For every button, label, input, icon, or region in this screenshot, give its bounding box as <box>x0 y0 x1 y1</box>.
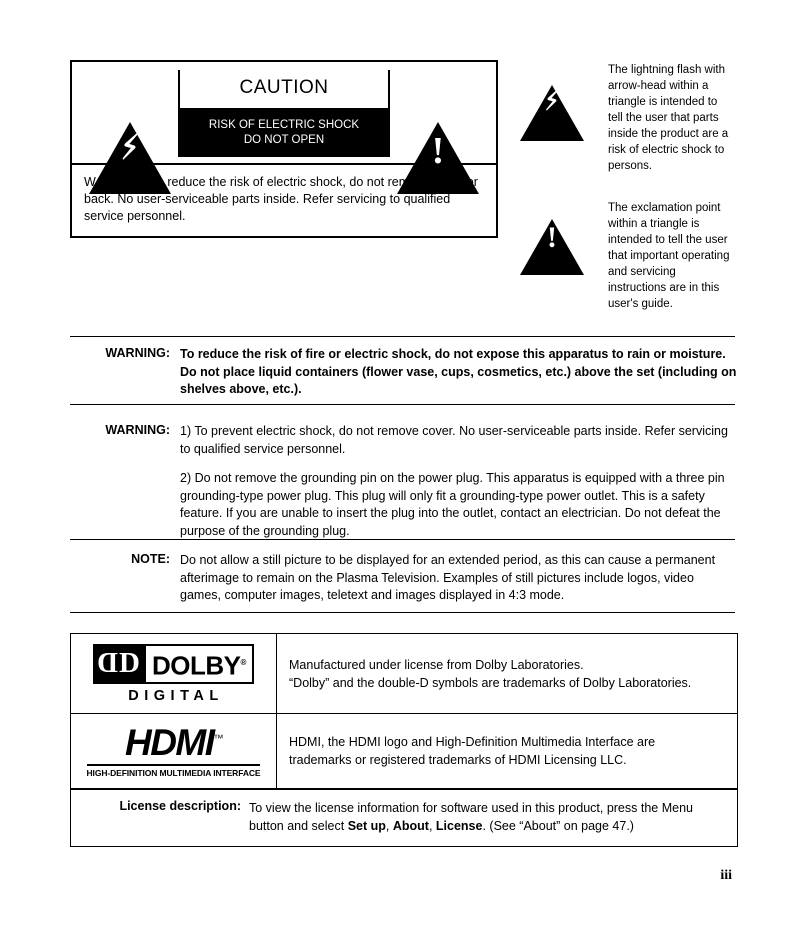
caution-right-icon-cell <box>390 70 486 172</box>
logo-license-table <box>70 633 738 847</box>
hdmi-description-line1: HDMI, the HDMI logo and High-Definition Multimedia Interface are <box>289 734 656 749</box>
exclamation-triangle-icon: ! <box>520 202 584 220</box>
hdmi-description-line2: trademarks or registered trademarks of HDMI Licensing LLC. <box>289 752 627 767</box>
notice-label: WARNING: <box>105 423 170 437</box>
license-menu-setup: Set up <box>347 818 386 833</box>
notice-note-still-picture <box>70 552 738 605</box>
notice-paragraph: To reduce the risk of fire or electric shock, do not expose this apparatus to rain or moisture. Do not place liquid containers (flower vase, cups, cosmetics, etc.) above the set (including on shelves above, etc.). <box>180 347 737 396</box>
license-text-part2: . (See “About” on page 47.) <box>482 818 634 833</box>
dolby-description-line1: Manufactured under license from Dolby Laboratories. <box>289 657 584 672</box>
divider-4 <box>70 612 735 613</box>
hdmi-wordmark-text: HDMI <box>124 722 214 764</box>
license-text-part1: To view the license information for software used in this product, press the Menu button and select <box>249 800 693 833</box>
caution-warning-text: WARNING: To reduce the risk of electric shock, do not remove cover or back. No user-serviceable parts inside. Refer servicing to qualified service personnel. <box>84 175 478 223</box>
trademark-mark: ™ <box>213 733 223 745</box>
notice-body <box>180 423 738 540</box>
hdmi-description-cell <box>277 714 737 788</box>
notice-body <box>180 346 738 399</box>
notice-warning-fire <box>70 346 738 399</box>
side-note-text-exclamation: The exclamation point within a triangle is intended to tell the user that important operating and servicing instructions are in this user's guide. <box>608 202 730 310</box>
dolby-description-cell <box>277 634 737 713</box>
caution-left-icon-cell <box>82 70 178 167</box>
notice-paragraph: 1) To prevent electric shock, do not remove cover. No user-serviceable parts inside. Refer servicing to qualified service personnel. <box>180 424 728 456</box>
lightning-bolt-triangle-icon: ⚡︎ <box>89 105 171 123</box>
caution-subtitle-line1: RISK OF ELECTRIC SHOCK <box>208 119 360 131</box>
notice-paragraph: 2) Do not remove the grounding pin on the power plug. This apparatus is equipped with a three pin grounding-type power plug. This plug will only fit a grounding-type power outlet. This is a safety feature. If you are unable to insert the plug into the outlet, contact an electrician. Do not defeat the purpose of the grounding plug. <box>180 471 725 538</box>
caution-box-top <box>72 62 496 172</box>
caution-title: CAUTION <box>180 70 388 110</box>
dolby-digital-logo <box>93 644 254 703</box>
lightning-bolt-triangle-icon: ⚡︎ <box>520 68 584 86</box>
caution-box <box>70 60 498 238</box>
notice-warning-shock <box>70 423 738 540</box>
divider-2 <box>70 404 735 405</box>
hdmi-logo <box>87 724 261 778</box>
notice-body <box>180 552 738 605</box>
license-description-text <box>249 799 737 835</box>
hdmi-logo-cell <box>71 714 277 788</box>
table-row-hdmi <box>71 714 737 789</box>
license-sep2: , <box>428 818 436 833</box>
license-menu-license: License <box>435 818 483 833</box>
license-menu-about: About <box>392 818 429 833</box>
caution-text-cell <box>178 70 390 157</box>
dolby-description-line2: “Dolby” and the double-D symbols are trademarks of Dolby Laboratories. <box>289 675 692 690</box>
license-sep1: , <box>385 818 393 833</box>
notice-paragraph: Do not allow a still picture to be displayed for an extended period, as this can cause a permanent afterimage to remain on the Plasma Television. Examples of still pictures include logos, video games, computer images, teletext and images displayed in 4:3 mode. <box>180 553 716 602</box>
dolby-wordmark <box>144 644 254 684</box>
divider-1 <box>70 336 735 337</box>
side-note-text-lightning: The lightning flash with arrow-head within a triangle is intended to tell the user that parts inside the product are a risk of electric shock to persons. <box>608 64 729 172</box>
notice-label: WARNING: <box>105 346 170 360</box>
hdmi-wordmark <box>124 722 223 764</box>
table-row-dolby <box>71 634 737 714</box>
caution-subtitle <box>180 110 388 157</box>
dolby-subword: DIGITAL <box>128 687 224 704</box>
caution-subtitle-line2: DO NOT OPEN <box>243 134 325 146</box>
hdmi-subword: HIGH-DEFINITION MULTIMEDIA INTERFACE <box>87 764 261 778</box>
license-description-label: License description: <box>119 798 241 813</box>
table-row-license <box>71 789 737 846</box>
dolby-double-d-icon: D D <box>93 644 144 684</box>
notice-label: NOTE: <box>131 552 170 566</box>
exclamation-triangle-icon: ! <box>397 105 479 123</box>
dolby-logo-cell <box>71 634 277 713</box>
registered-mark: ® <box>240 658 246 667</box>
dolby-wordmark-text: DOLBY <box>152 650 241 681</box>
page-number: iii <box>720 868 732 883</box>
